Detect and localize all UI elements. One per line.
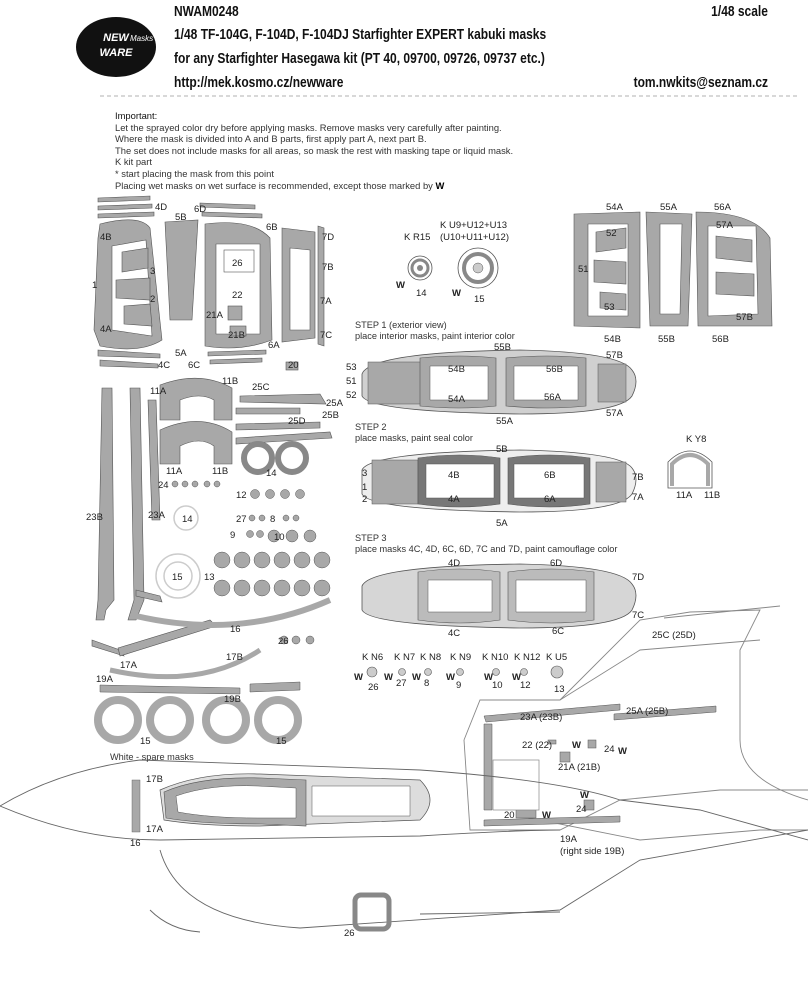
- label: 53: [346, 362, 357, 373]
- label: 25B: [322, 410, 339, 421]
- w-mark: W: [412, 672, 421, 683]
- label: 17B: [226, 652, 243, 663]
- label: 57B: [736, 312, 753, 323]
- label: 11A: [150, 386, 167, 397]
- label: 7C: [320, 330, 333, 341]
- canopy-bow-masks-11: [160, 378, 232, 464]
- label: 11B: [222, 376, 239, 387]
- website-link[interactable]: http://mek.kosmo.cz/newware: [174, 74, 344, 91]
- label: 7D: [322, 232, 335, 243]
- label: 4C: [448, 628, 461, 639]
- label: 15: [172, 572, 183, 583]
- label: 1: [92, 280, 98, 291]
- label: 22 (22): [522, 740, 553, 751]
- label: 6D: [194, 204, 207, 215]
- spare-masks-note: White - spare masks: [110, 752, 194, 762]
- label: K N8: [420, 652, 442, 663]
- label: 25C: [252, 382, 270, 393]
- label: 6A: [544, 494, 556, 505]
- label: 52: [606, 228, 617, 239]
- label: 27: [236, 514, 247, 525]
- label: K Y8: [686, 434, 707, 445]
- label: K N12: [514, 652, 541, 663]
- label: 55A: [496, 416, 513, 427]
- label: 23A: [148, 510, 165, 521]
- step3-caption: [355, 533, 617, 555]
- label: 27: [396, 678, 407, 689]
- new-ware-logo: [76, 17, 156, 77]
- w-mark: W: [484, 672, 493, 683]
- label: 21B: [228, 330, 245, 341]
- light-lenses-row: [367, 666, 563, 678]
- important-heading: Important:: [115, 110, 158, 121]
- canopy-side-masks: [132, 774, 430, 832]
- w-mark: W: [452, 288, 461, 299]
- label: 13: [554, 684, 565, 695]
- label: 20: [288, 360, 299, 371]
- label: 7B: [322, 262, 334, 273]
- label: 26: [232, 258, 243, 269]
- label: 13: [204, 572, 215, 583]
- label: K N7: [394, 652, 416, 663]
- label: 5A: [175, 348, 187, 359]
- label: 19A: [96, 674, 113, 685]
- label: 23B: [86, 512, 103, 523]
- w-mark: W: [580, 790, 589, 801]
- label: 3: [150, 266, 156, 277]
- w-mark: W: [542, 810, 551, 821]
- label: 26: [368, 682, 379, 693]
- label: K R15: [404, 232, 431, 243]
- important-notes: [115, 110, 513, 191]
- label: 11A: [166, 466, 183, 477]
- note-line: Placing wet masks on wet surface is recommended, except those marked by: [115, 179, 433, 191]
- fuselage-access-panel: [493, 760, 539, 810]
- label: 20: [504, 810, 515, 821]
- label: 24: [604, 744, 615, 755]
- label: 15: [276, 736, 287, 747]
- label: 56A: [544, 392, 561, 403]
- ky8-bow: [668, 451, 712, 488]
- label: 4A: [448, 494, 460, 505]
- arc-mask-16: [136, 600, 330, 625]
- label: 15: [140, 736, 151, 747]
- label: 4C: [158, 360, 171, 371]
- label: 25C (25D): [652, 630, 696, 641]
- label: 56B: [712, 334, 729, 345]
- step2-caption: [355, 422, 473, 444]
- scale-label: 1/48 scale: [711, 3, 768, 20]
- label: K U9+U12+U13: [440, 220, 508, 231]
- w-mark: W: [618, 746, 627, 757]
- label: 25D: [288, 416, 306, 427]
- label: 54B: [448, 364, 465, 375]
- w-mark: W: [384, 672, 393, 683]
- label: 56B: [546, 364, 563, 375]
- w-mark: W: [446, 672, 455, 683]
- note-line: Let the sprayed color dry before applying masks. Remove masks very carefully after painting.: [115, 121, 502, 133]
- w-mark: W: [396, 280, 405, 291]
- label: 2: [362, 494, 368, 505]
- label: 21A: [206, 310, 223, 321]
- label: 15: [474, 294, 485, 305]
- label: 56A: [714, 202, 731, 213]
- w-mark: W: [572, 740, 581, 751]
- label: 26: [344, 928, 355, 939]
- label: (right side 19B): [560, 846, 625, 857]
- label: 55A: [660, 202, 677, 213]
- label: 6A: [268, 340, 280, 351]
- logo-ware: WARE: [99, 47, 133, 59]
- w-mark: W: [354, 672, 363, 683]
- label: 21A (21B): [558, 762, 601, 773]
- label: 25A: [326, 398, 343, 409]
- label: 54A: [448, 394, 465, 405]
- label: 6C: [552, 626, 565, 637]
- label: 19A: [560, 834, 577, 845]
- label: 22: [232, 290, 243, 301]
- step1-canopy: [362, 350, 636, 414]
- step3-title: STEP 3: [355, 533, 387, 543]
- label: 16: [230, 624, 241, 635]
- label: 14: [266, 468, 277, 479]
- label: 6B: [266, 222, 278, 233]
- step3-canopy: [362, 564, 636, 628]
- label: 5A: [496, 518, 508, 529]
- label: 11B: [212, 466, 229, 477]
- product-subtitle: for any Starfighter Hasegawa kit (PT 40, 09700, 09726, 09737 etc.): [174, 50, 545, 67]
- label: 9: [456, 680, 462, 691]
- label: 26: [278, 636, 289, 647]
- label: 4B: [100, 232, 112, 243]
- step1-caption: [355, 320, 515, 342]
- label: 6D: [550, 558, 563, 569]
- label: 4D: [155, 202, 168, 213]
- label: 55B: [658, 334, 675, 345]
- label: 53: [604, 302, 615, 313]
- step2-canopy: [362, 450, 636, 512]
- label: 17A: [146, 824, 163, 835]
- product-code: NWAM0248: [174, 3, 239, 20]
- label: 4A: [100, 324, 112, 335]
- label: 17A: [120, 660, 137, 671]
- label: 17B: [146, 774, 163, 785]
- label: 2: [150, 294, 156, 305]
- label: 12: [520, 680, 531, 691]
- logo-masks: Masks: [130, 34, 154, 43]
- label: 54A: [606, 202, 623, 213]
- note-line: The set does not include masks for all areas, so mask the rest with masking tape or liquid mask.: [115, 144, 514, 156]
- label: 8: [270, 514, 276, 525]
- mask-19b: [250, 682, 300, 692]
- label: 5B: [496, 444, 508, 455]
- label: 23A (23B): [520, 712, 563, 723]
- label: 24: [576, 804, 587, 815]
- label: 51: [578, 264, 589, 275]
- label: (U10+U11+U12): [440, 232, 510, 243]
- label: 51: [346, 376, 357, 387]
- label: 7A: [320, 296, 332, 307]
- label: 25A (25B): [626, 706, 669, 717]
- note-line: K kit part: [115, 156, 152, 168]
- step2-title: STEP 2: [355, 422, 387, 432]
- product-title: 1/48 TF-104G, F-104D, F-104DJ Starfighter EXPERT kabuki masks: [174, 26, 547, 43]
- label: 55B: [494, 342, 511, 353]
- label: 5B: [175, 212, 187, 223]
- label: 54B: [604, 334, 621, 345]
- label: 7A: [632, 492, 644, 503]
- label: 1: [362, 482, 368, 493]
- logo-new: NEW: [103, 32, 129, 44]
- wheel-diagrams: [408, 248, 498, 288]
- label: K N10: [482, 652, 509, 663]
- label: 19B: [224, 694, 241, 705]
- note-line: Where the mask is divided into A and B parts, first apply part A, next part B.: [115, 133, 427, 145]
- label: 8: [424, 678, 430, 689]
- canopy-masks-front: [94, 196, 324, 370]
- label: 57A: [606, 408, 623, 419]
- label: 12: [236, 490, 247, 501]
- label: 11B: [704, 490, 721, 501]
- label: 3: [362, 468, 368, 479]
- w-mark: W: [512, 672, 521, 683]
- label: 9: [230, 530, 236, 541]
- label: 6C: [188, 360, 201, 371]
- label: K U5: [546, 652, 568, 663]
- step2-text: place masks, paint seal color: [355, 433, 473, 443]
- label: 57A: [716, 220, 733, 231]
- label: K N6: [362, 652, 384, 663]
- email-link[interactable]: tom.nwkits@seznam.cz: [633, 74, 768, 91]
- label: 4D: [448, 558, 461, 569]
- label: K N9: [450, 652, 472, 663]
- label: 7B: [632, 472, 644, 483]
- step1-text: place interior masks, paint interior color: [355, 331, 515, 341]
- label: 7C: [632, 610, 645, 621]
- label: 16: [130, 838, 141, 849]
- label: 10: [492, 680, 503, 691]
- label: 57B: [606, 350, 623, 361]
- spine-strips-25: [236, 394, 332, 444]
- label: 11A: [676, 490, 693, 501]
- step1-title: STEP 1 (exterior view): [355, 320, 447, 330]
- label: 6B: [544, 470, 556, 481]
- label: 7D: [632, 572, 645, 583]
- note-line: * start placing the mask from this point: [115, 167, 274, 179]
- wheel-rings-15: [98, 700, 298, 740]
- w-mark: W: [435, 179, 445, 191]
- label: 10: [274, 532, 285, 543]
- label: 24: [158, 480, 169, 491]
- label: 4B: [448, 470, 460, 481]
- step3-text: place masks 4C, 4D, 6C, 6D, 7C and 7D, paint camouflage color: [355, 544, 618, 554]
- mask-19: [100, 685, 240, 694]
- label: 14: [182, 514, 193, 525]
- label: 14: [416, 288, 427, 299]
- label: 52: [346, 390, 357, 401]
